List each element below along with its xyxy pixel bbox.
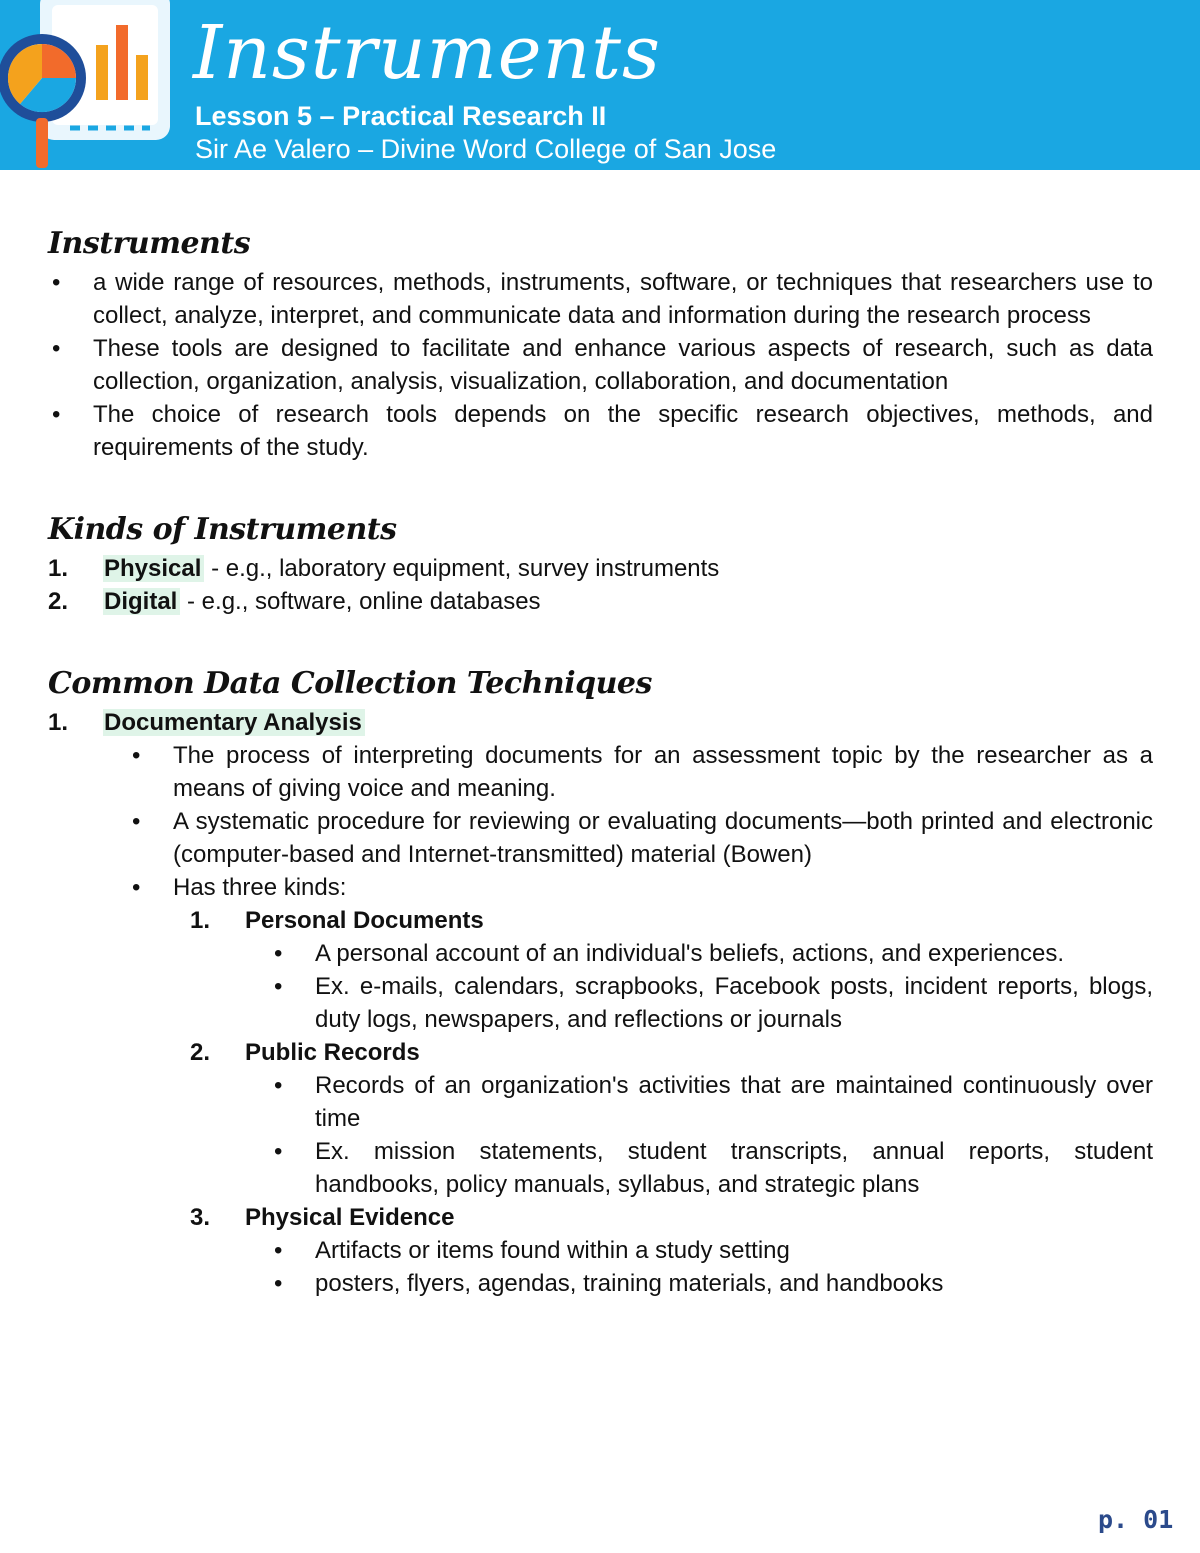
kinds-list: [48, 552, 1153, 618]
bullet-icon: •: [274, 1138, 283, 1165]
list-item: • A personal account of an individual's beliefs, actions, and experiences.: [270, 937, 1153, 970]
bullet-icon: •: [52, 401, 61, 428]
subheading: Public Records: [245, 1039, 420, 1066]
bullet-icon: •: [132, 742, 141, 769]
bullet-icon: •: [274, 1072, 283, 1099]
section-heading-techniques: Common Data Collection Techniques: [48, 666, 652, 701]
kinds-sublist: [190, 1201, 1153, 1234]
bullet-icon: •: [52, 269, 61, 296]
section-heading-kinds: Kinds of Instruments: [48, 512, 397, 547]
bullet-icon: •: [274, 1270, 283, 1297]
subheading: Physical Evidence: [245, 1204, 455, 1231]
list-item: • These tools are designed to facilitate and enhance various aspects of research, such as data collection, organization, analysis, visualization, collaboration, and documentation: [48, 332, 1153, 398]
bullet-icon: •: [132, 808, 141, 835]
list-item: • Artifacts or items found within a study setting: [270, 1234, 1153, 1267]
list-item: 1. Physical - e.g., laboratory equipment, survey instruments: [48, 555, 720, 582]
subheading: Personal Documents: [245, 907, 484, 934]
highlighted-term: Documentary Analysis: [103, 709, 365, 736]
list-item: • A systematic procedure for reviewing or evaluating documents—both printed and electronic (computer-based and Internet-transmitted) material (Bowen): [128, 805, 1153, 871]
list-item: • Ex. e-mails, calendars, scrapbooks, Facebook posts, incident reports, blogs, duty logs, newspapers, and reflections or journals: [270, 970, 1153, 1036]
instruments-bullet-list: [48, 266, 1153, 464]
documentary-analysis-bullets: [128, 739, 1153, 904]
list-item: 3. Physical Evidence: [190, 1204, 455, 1231]
physical-evidence-bullets: [270, 1234, 1153, 1300]
list-item: • posters, flyers, agendas, training materials, and handbooks: [270, 1267, 1153, 1300]
list-item: • Records of an organization's activities that are maintained continuously over time: [270, 1069, 1153, 1135]
lesson-subtitle: Lesson 5 – Practical Research II: [195, 101, 607, 131]
magnifier-chart-icon: [0, 0, 180, 170]
list-item: 2. Public Records: [190, 1039, 420, 1066]
document-title: Instruments: [193, 10, 661, 96]
list-item: 1. Documentary Analysis: [48, 706, 1153, 739]
section-heading-instruments: Instruments: [48, 226, 251, 261]
highlighted-term: Physical: [103, 555, 204, 582]
list-item: • a wide range of resources, methods, instruments, software, or techniques that researchers use to collect, analyze, interpret, and communicate data and information during the research process: [48, 266, 1153, 332]
header-banner: [0, 0, 1200, 170]
personal-documents-bullets: [270, 937, 1153, 1036]
author-line: Sir Ae Valero – Divine Word College of San Jose: [195, 134, 777, 164]
list-item: • Ex. mission statements, student transcripts, annual reports, student handbooks, policy manuals, syllabus, and strategic plans: [270, 1135, 1153, 1201]
highlighted-term: Digital: [103, 588, 180, 615]
list-item: • The choice of research tools depends on the specific research objectives, methods, and requirements of the study.: [48, 398, 1153, 464]
list-item: 2. Digital - e.g., software, online databases: [48, 588, 541, 615]
kinds-sublist: [190, 1036, 1153, 1069]
bullet-icon: •: [274, 940, 283, 967]
kinds-sublist: [190, 904, 1153, 937]
bullet-icon: •: [274, 1237, 283, 1264]
bullet-icon: •: [52, 335, 61, 362]
public-records-bullets: [270, 1069, 1153, 1201]
list-item: • The process of interpreting documents for an assessment topic by the researcher as a means of giving voice and meaning.: [128, 739, 1153, 805]
page-number: p. 01: [1098, 1505, 1174, 1534]
list-item: 1. Personal Documents: [190, 907, 484, 934]
bullet-icon: •: [274, 973, 283, 1000]
bullet-icon: •: [132, 874, 141, 901]
list-item: • Has three kinds:: [128, 871, 1153, 904]
techniques-list: [48, 706, 1153, 739]
document-body: [48, 222, 1153, 1300]
